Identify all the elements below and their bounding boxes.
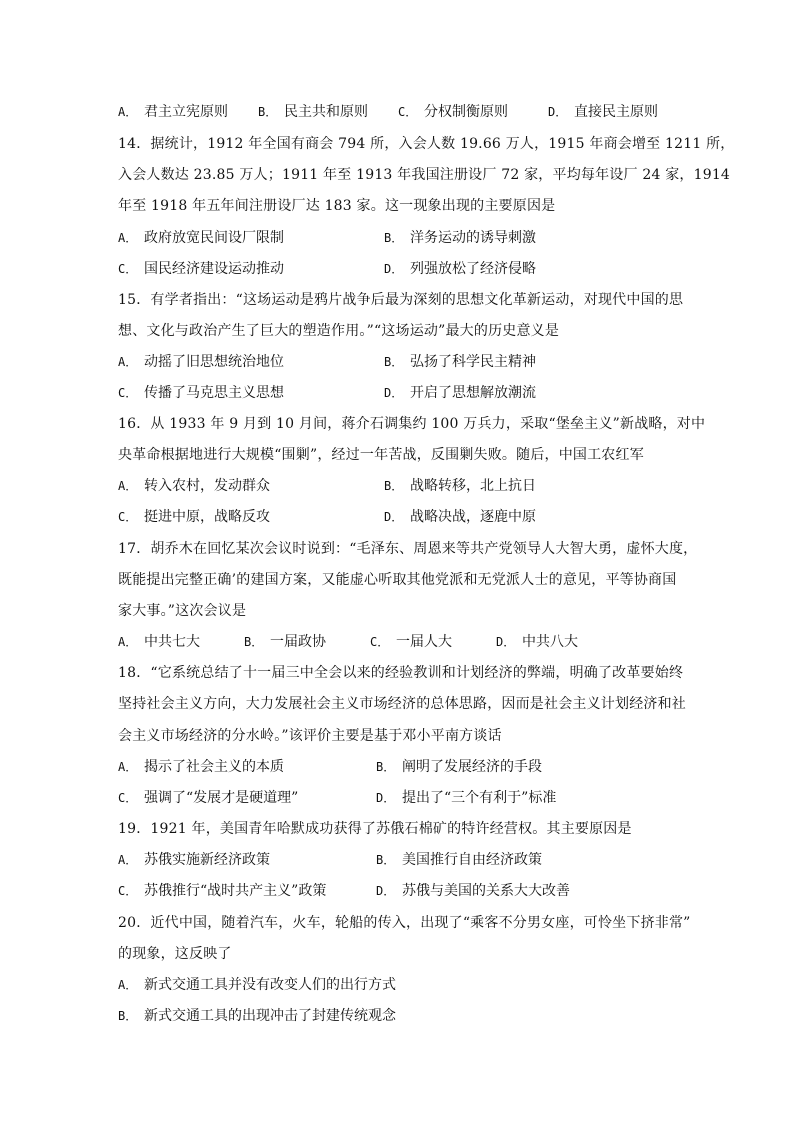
q18-stem-line: 18．“它系统总结了十一届三中全会以来的经验教训和计划经济的弊端，明确了改革要始终 bbox=[118, 665, 684, 681]
q14-option-c: C． 国民经济建设运动推动 bbox=[118, 261, 284, 277]
q13-option-c: C． 分权制衡原则 bbox=[398, 104, 508, 120]
q19-option-d: D． 苏俄与美国的关系大大改善 bbox=[376, 883, 570, 899]
q15-stem-line: 想、文化与政治产生了巨大的塑造作用。”“这场运动”最大的历史意义是 bbox=[118, 323, 560, 339]
q17-option-a: A． 中共七大 bbox=[118, 634, 200, 650]
q15-option-b: B． 弘扬了科学民主精神 bbox=[384, 354, 536, 370]
q13-option-b: B． 民主共和原则 bbox=[258, 104, 368, 120]
exam-page: A． 君主立宪原则 B． 民主共和原则 C． 分权制衡原则 D． 直接民主原则 14．据统计，1912 年全国有商会 794 所，入会人数 19.66 万人，1915 年商会增至 1211 所， 入会人数达 23.85 万人；1911 年至 1913 年我国注册设厂 72 家，平均每年设厂 24 家，1914 年至 1918 年五年间注册设厂达 183 家。这一现象出现的主要原因是 A． 政府放宽民间设厂限制 B． 洋务运动的诱导刺激 C． 国民经济建设运动推动 D． 列强放松了经济侵略 15．有学者指出：“这场运动是鸦片战争后最为深刻的思想文化革新运动，对现代中国的思 想、文化与政治产生了巨大的塑造作用。”“这场运动”最大的历史意义是 A． 动摇了旧思想统治地位 B． 弘扬了科学民主精神 C． 传播了马克思主义思想 D． 开启了思想解放潮流 16．从 1933 年 9 月到 10 月间，蒋介石调集约 100 万兵力，采取“堡垒主义”新战略，对中 央革命根据地进行大规模“围剿”，经过一年苦战，反围剿失败。随后，中国工农红军 A． 转入农村，发动群众 B． 战略转移，北上抗日 C． 挺进中原，战略反攻 D． 战略决战，逐鹿中原 17．胡乔木在回忆某次会议时说到：“毛泽东、周恩来等共产党领导人大智大勇，虚怀大度， 既能提出完整正确’的建国方案，又能虚心听取其他党派和无党派人士的意见，平等协商国 家大事。”这次会议是 A． 中共七大 B． 一届政协 C． 一届人大 D． 中共八大 18．“它系统总结了十一届三中全会以来的经验教训和计划经济的弊端，明确了改革要始终 坚持社会主义方向，大力发展社会主义市场经济的总体思路，因而是社会主义计划经济和社 会主义市场经济的分水岭。”该评价主要是基于邓小平南方谈话 A． 揭示了社会主义的本质 B． 阐明了发展经济的手段 C． 强调了“发展才是硬道理” D． 提出了“三个有利于”标准 19．1921 年，美国青年哈默成功获得了苏俄石棉矿的特许经营权。其主要原因是 A． 苏俄实施新经济政策 B． 美国推行自由经济政策 C． 苏俄推行“战时共产主义”政策 D． 苏俄与美国的关系大大改善 20．近代中国，随着汽车，火车，轮船的传入，出现了“乘客不分男女座，可怜坐下挤非常” 的现象，这反映了 A． 新式交通工具并没有改变人们的出行方式 B． 新式交通工具的出现冲击了封建传统观念 bbox=[118, 104, 735, 1024]
q13-option-d: D． 直接民主原则 bbox=[548, 104, 658, 120]
q16-stem-line: 16．从 1933 年 9 月到 10 月间，蒋介石调集约 100 万兵力，采取“堡垒主义”新战略，对中 bbox=[118, 416, 706, 432]
q16-option-d: D． 战略决战，逐鹿中原 bbox=[384, 509, 536, 525]
q18-option-a: A． 揭示了社会主义的本质 bbox=[118, 759, 284, 775]
q14-stem-line: 14．据统计，1912 年全国有商会 794 所，入会人数 19.66 万人，1915 年商会增至 1211 所， bbox=[118, 136, 735, 152]
q14-option-a: A． 政府放宽民间设厂限制 bbox=[118, 230, 284, 246]
q20-stem-line: 20．近代中国，随着汽车，火车，轮船的传入，出现了“乘客不分男女座，可怜坐下挤非常” bbox=[118, 915, 691, 931]
q13-option-a: A． 君主立宪原则 bbox=[118, 104, 228, 120]
q16-stem-line: 央革命根据地进行大规模“围剿”，经过一年苦战，反围剿失败。随后，中国工农红军 bbox=[118, 447, 644, 463]
q18-stem-line: 坚持社会主义方向，大力发展社会主义市场经济的总体思路，因而是社会主义计划经济和社 bbox=[118, 696, 686, 712]
q18-option-d: D． 提出了“三个有利于”标准 bbox=[376, 790, 557, 806]
q18-stem-line: 会主义市场经济的分水岭。”该评价主要是基于邓小平南方谈话 bbox=[118, 728, 502, 744]
q15-option-a: A． 动摇了旧思想统治地位 bbox=[118, 354, 284, 370]
q14-stem-line: 年至 1918 年五年间注册设厂达 183 家。这一现象出现的主要原因是 bbox=[118, 198, 556, 214]
q16-option-b: B． 战略转移，北上抗日 bbox=[384, 478, 536, 494]
q19-option-c: C． 苏俄推行“战时共产主义”政策 bbox=[118, 883, 327, 899]
q18-option-b: B． 阐明了发展经济的手段 bbox=[376, 759, 542, 775]
q17-stem-line: 既能提出完整正确’的建国方案，又能虚心听取其他党派和无党派人士的意见，平等协商国 bbox=[118, 572, 677, 588]
q17-option-d: D． 中共八大 bbox=[496, 634, 578, 650]
q14-option-d: D． 列强放松了经济侵略 bbox=[384, 261, 536, 277]
q17-stem-line: 17．胡乔木在回忆某次会议时说到：“毛泽东、周恩来等共产党领导人大智大勇，虚怀大度， bbox=[118, 541, 698, 557]
q19-stem-line: 19．1921 年，美国青年哈默成功获得了苏俄石棉矿的特许经营权。其主要原因是 bbox=[118, 821, 632, 837]
q17-stem-line: 家大事。”这次会议是 bbox=[118, 603, 247, 619]
q15-stem-line: 15．有学者指出：“这场运动是鸦片战争后最为深刻的思想文化革新运动，对现代中国的思 bbox=[118, 292, 684, 308]
q19-option-a: A． 苏俄实施新经济政策 bbox=[118, 852, 270, 868]
q19-option-b: B． 美国推行自由经济政策 bbox=[376, 852, 542, 868]
q15-option-d: D． 开启了思想解放潮流 bbox=[384, 385, 536, 401]
q14-stem-line: 入会人数达 23.85 万人；1911 年至 1913 年我国注册设厂 72 家，平均每年设厂 24 家，1914 bbox=[118, 167, 731, 183]
q14-option-b: B． 洋务运动的诱导刺激 bbox=[384, 230, 536, 246]
q16-option-c: C． 挺进中原，战略反攻 bbox=[118, 509, 270, 525]
q15-option-c: C． 传播了马克思主义思想 bbox=[118, 385, 284, 401]
q17-option-c: C． 一届人大 bbox=[370, 634, 452, 650]
q20-stem-line: 的现象，这反映了 bbox=[118, 946, 232, 962]
q17-option-b: B． 一届政协 bbox=[244, 634, 326, 650]
q16-option-a: A． 转入农村，发动群众 bbox=[118, 478, 270, 494]
q18-option-c: C． 强调了“发展才是硬道理” bbox=[118, 790, 299, 806]
